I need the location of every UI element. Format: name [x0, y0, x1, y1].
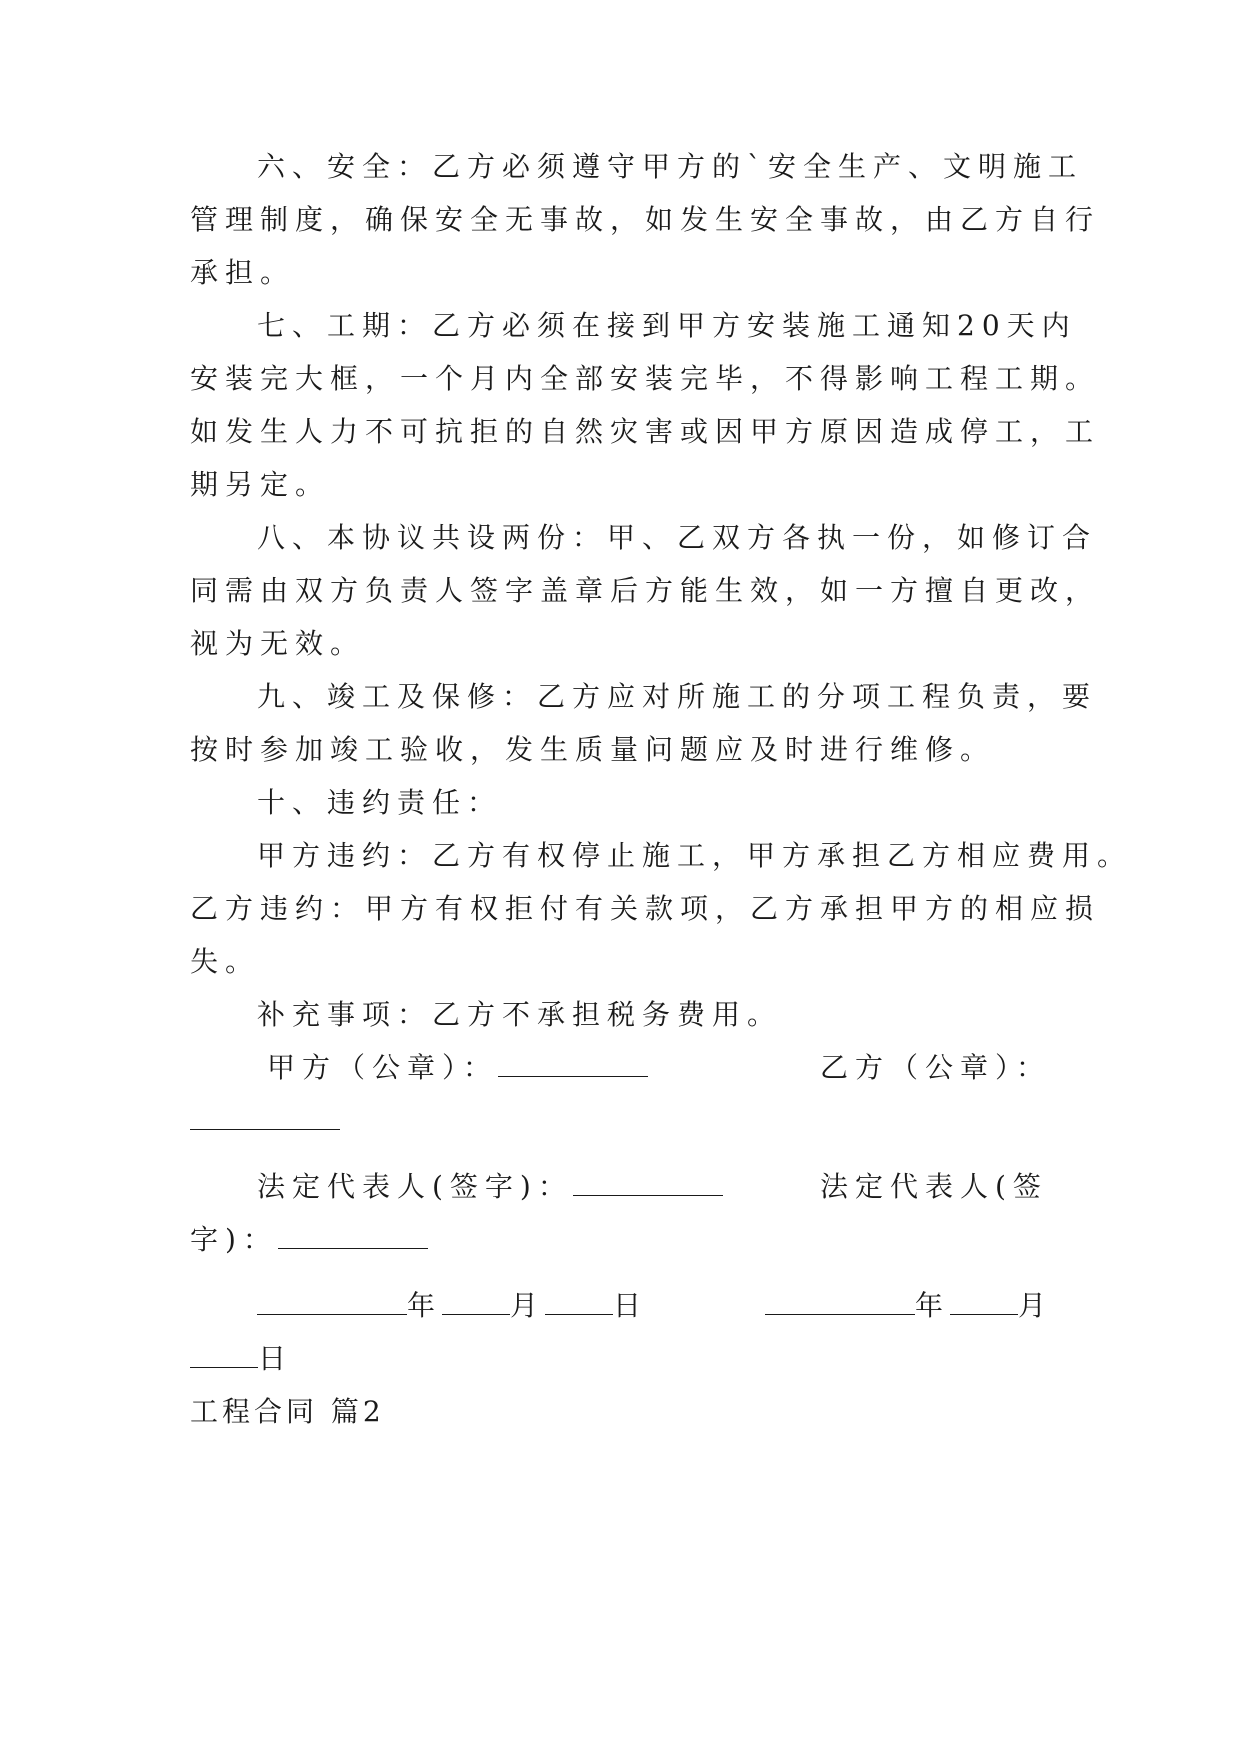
clause-copies-line-3: 视为无效。 — [190, 627, 366, 660]
date-a-day-label: 日 — [613, 1289, 649, 1322]
rep-a-row — [257, 1167, 723, 1207]
date-b-year-blank — [765, 1286, 915, 1315]
clause-schedule-line-4: 期另定。 — [190, 468, 331, 501]
date-b-day-label: 日 — [258, 1342, 294, 1375]
rep-a-blank — [573, 1167, 723, 1196]
date-b-month-blank — [950, 1286, 1018, 1315]
clause-safety-line-2: 管理制度，确保安全无事故，如发生安全事故，由乙方自行 — [190, 203, 1101, 236]
date-a-year-blank — [257, 1286, 407, 1315]
rep-b-blank — [278, 1220, 428, 1249]
date-a-month-blank — [442, 1286, 510, 1315]
clause-completion-line-1: 九、竣工及保修：乙方应对所施工的分项工程负责，要 — [257, 680, 1098, 713]
clause-schedule-line-3: 如发生人力不可抗拒的自然灾害或因甲方原因造成停工，工 — [190, 415, 1101, 448]
party-b-seal-row — [190, 1101, 340, 1141]
clause-completion-line-2: 按时参加竣工验收，发生质量问题应及时进行维修。 — [190, 733, 996, 766]
rep-b-label-line-2: 字)： — [190, 1223, 278, 1256]
clause-schedule-line-2: 安装完大框，一个月内全部安装完毕，不得影响工程工期。 — [190, 362, 1101, 395]
date-b-month-label: 月 — [1018, 1289, 1054, 1322]
rep-a-label: 法定代表人(签字)： — [257, 1170, 573, 1203]
date-a-year-label: 年 — [407, 1289, 443, 1322]
clause-breach-party-b-line-2: 失。 — [190, 945, 261, 978]
clause-supplement: 补充事项：乙方不承担税务费用。 — [257, 998, 783, 1031]
date-a-day-blank — [545, 1286, 613, 1315]
party-a-seal-label: 甲方（公章）： — [267, 1051, 499, 1084]
clause-copies-line-1: 八、本协议共设两份：甲、乙双方各执一份，如修订合 — [257, 521, 1098, 554]
party-b-seal-label: 乙方（公章）： — [820, 1051, 1052, 1084]
clause-breach-party-b-line-1: 乙方违约：甲方有权拒付有关款项，乙方承担甲方的相应损 — [190, 892, 1101, 925]
date-b-year-label: 年 — [915, 1289, 951, 1322]
clause-safety-line-3: 承担。 — [190, 256, 296, 289]
party-a-seal-blank — [498, 1048, 648, 1077]
clause-breach-heading: 十、违约责任： — [257, 786, 503, 819]
party-a-seal-row — [267, 1048, 648, 1088]
date-b-day-blank — [190, 1339, 258, 1368]
date-a-row — [257, 1286, 648, 1326]
date-b-row — [765, 1286, 1053, 1326]
party-b-seal-blank — [190, 1101, 340, 1130]
clause-copies-line-2: 同需由双方负责人签字盖章后方能生效，如一方擅自更改， — [190, 574, 1101, 607]
rep-b-row — [190, 1220, 428, 1260]
date-b-day-row — [190, 1339, 293, 1379]
next-section-title: 工程合同 篇2 — [190, 1395, 385, 1428]
clause-safety-line-1: 六、安全：乙方必须遵守甲方的`安全生产、文明施工 — [257, 150, 1084, 183]
date-a-month-label: 月 — [510, 1289, 546, 1322]
clause-breach-party-a: 甲方违约：乙方有权停止施工，甲方承担乙方相应费用。 — [257, 839, 1133, 872]
clause-schedule-line-1: 七、工期：乙方必须在接到甲方安装施工通知20天内 — [257, 309, 1077, 342]
rep-b-label-line-1: 法定代表人(签 — [820, 1170, 1048, 1203]
